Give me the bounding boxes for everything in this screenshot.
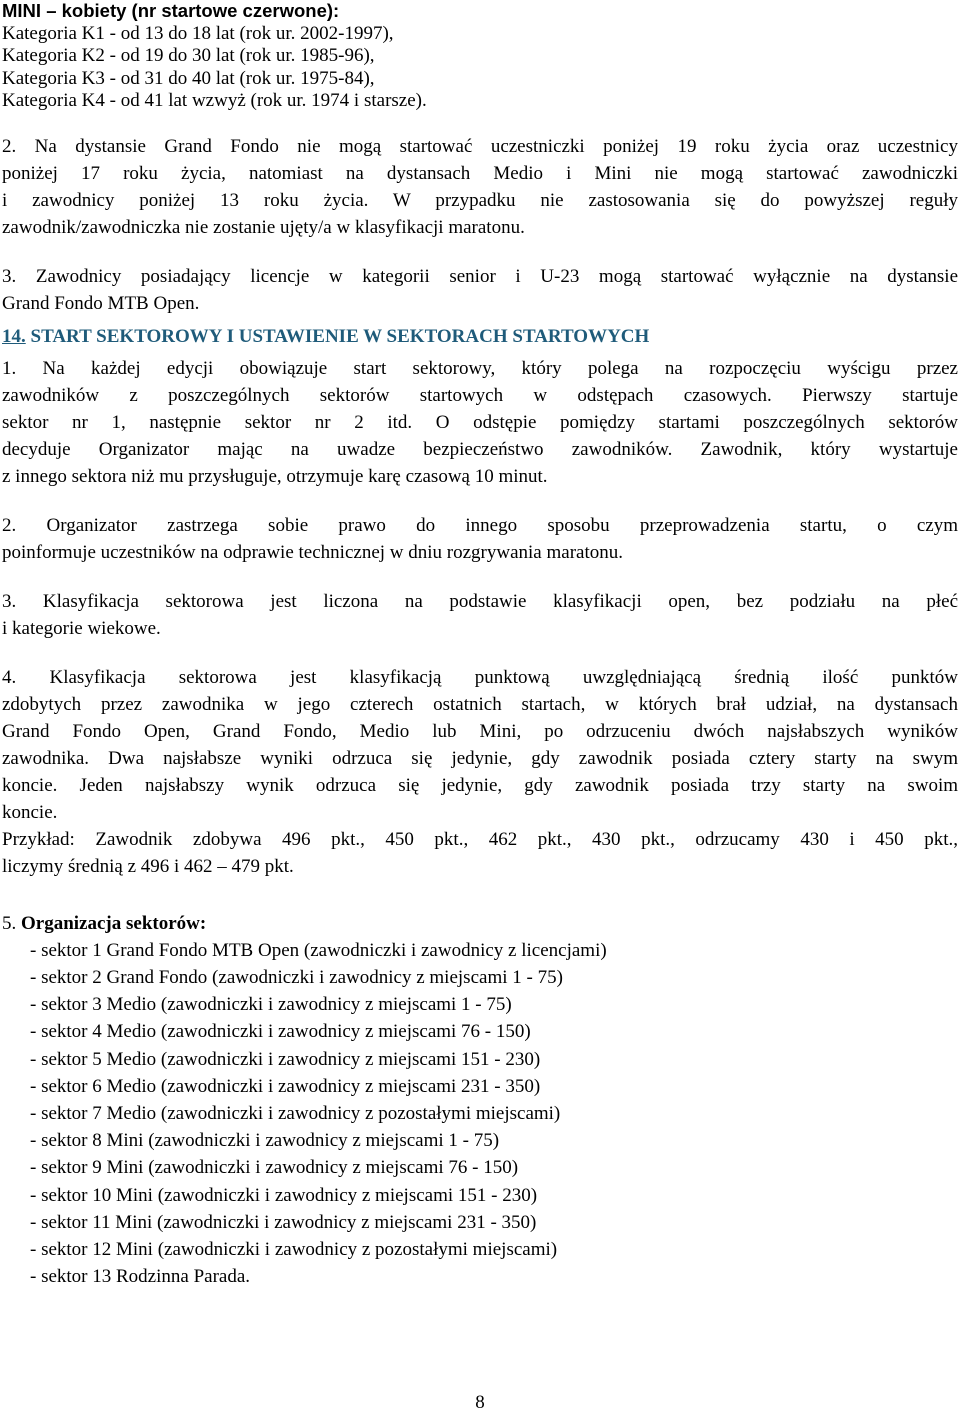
- category-line: Kategoria K2 - od 19 do 30 lat (rok ur. 1985-96),: [2, 45, 375, 66]
- paragraph-line: 3. Zawodnicy posiadający licencje w kategorii senior i U-23 mogą startować wyłącznie na dystansie: [2, 265, 958, 287]
- paragraph-line: koncie. Jeden najsłabszy wynik odrzuca się jedynie, gdy zawodnik posiada trzy starty na swoim: [2, 774, 958, 796]
- section-number: 14.: [2, 325, 26, 347]
- document-page: [2, 0, 958, 1290]
- paragraph-line: sektor nr 1, następnie sektor nr 2 itd. O odstępie pomiędzy startami poszczególnych sektorów: [2, 411, 958, 433]
- paragraph-line: zawodnik/zawodniczka nie zostanie ujęty/a w klasyfikacji maratonu.: [2, 216, 525, 238]
- category-line: Kategoria K1 - od 13 do 18 lat (rok ur. 2002-1997),: [2, 22, 394, 44]
- paragraph-line: poinformuje uczestników na odprawie technicznej w dniu rozgrywania maratonu.: [2, 541, 623, 563]
- paragraph-line: 1. Na każdej edycji obowiązuje start sektorowy, który polega na rozpoczęciu wyścigu przez: [2, 357, 958, 379]
- rule-3-paragraph: [2, 263, 958, 317]
- sector-item: - sektor 10 Mini (zawodniczki i zawodnicy z miejscami 151 - 230): [30, 1184, 538, 1206]
- paragraph-line: z innego sektora niż mu przysługuje, otrzymuje karę czasową 10 minut.: [2, 465, 548, 487]
- sector-item: - sektor 11 Mini (zawodniczki i zawodnicy z miejscami 231 - 350): [30, 1211, 537, 1233]
- paragraph-line: i zawodnicy poniżej 13 roku życia. W przypadku nie zastosowania się do powyższej reguły: [2, 189, 958, 211]
- paragraph-line: liczymy średnią z 496 i 462 – 479 pkt.: [2, 855, 294, 877]
- sector-item: - sektor 6 Medio (zawodniczki i zawodnicy z miejscami 231 - 350): [30, 1075, 541, 1097]
- sector-item: - sektor 13 Rodzinna Parada.: [30, 1266, 251, 1288]
- sector-item: - sektor 1 Grand Fondo MTB Open (zawodniczki i zawodnicy z licencjami): [30, 939, 607, 961]
- sector-item: - sektor 3 Medio (zawodniczki i zawodnicy z miejscami 1 - 75): [30, 994, 512, 1016]
- sector-item: - sektor 4 Medio (zawodniczki i zawodnicy z miejscami 76 - 150): [30, 1021, 531, 1043]
- paragraph-line: zawodników z poszczególnych sektorów startowych w odstępach czasowych. Pierwszy startuje: [2, 384, 958, 406]
- mini-women-heading: MINI – kobiety (nr startowe czerwone):: [2, 0, 340, 21]
- sector-item: - sektor 9 Mini (zawodniczki i zawodnicy z miejscami 76 - 150): [30, 1157, 519, 1179]
- paragraph-line: Przykład: Zawodnik zdobywa 496 pkt., 450 pkt., 462 pkt., 430 pkt., odrzucamy 430 i 450 pkt.,: [2, 828, 958, 850]
- section-14-heading: [2, 325, 958, 349]
- paragraph-line: 2. Organizator zastrzega sobie prawo do innego sposobu przeprowadzenia startu, o czym: [2, 514, 958, 536]
- item-number: 5.: [2, 912, 21, 934]
- rule-2-paragraph: [2, 133, 958, 241]
- item-title: Organizacja sektorów:: [21, 912, 207, 934]
- category-line: Kategoria K3 - od 31 do 40 lat (rok ur. 1975-84),: [2, 67, 375, 89]
- paragraph-line: poniżej 17 roku życia, natomiast na dystansach Medio i Mini nie mogą startować zawodniczki: [2, 162, 958, 184]
- paragraph-line: i kategorie wiekowe.: [2, 617, 161, 639]
- paragraph-line: 3. Klasyfikacja sektorowa jest liczona na podstawie klasyfikacji open, bez podziału na płeć: [2, 590, 958, 612]
- paragraph-line: koncie.: [2, 801, 58, 823]
- sector-item: - sektor 7 Medio (zawodniczki i zawodnicy z pozostałymi miejscami): [30, 1102, 561, 1124]
- section-14-paragraph-3: [2, 588, 958, 642]
- page-number: 8: [475, 1392, 485, 1413]
- paragraph-line: Grand Fondo MTB Open.: [2, 292, 200, 314]
- paragraph-line: 2. Na dystansie Grand Fondo nie mogą startować uczestniczki poniżej 19 roku życia oraz uczestnicy: [2, 135, 958, 157]
- paragraph-line: decyduje Organizator mając na uwadze bezpieczeństwo zawodników. Zawodnik, który wystartuje: [2, 438, 958, 460]
- section-14-paragraph-1: [2, 355, 958, 490]
- mini-women-block: [2, 0, 958, 113]
- paragraph-line: 4. Klasyfikacja sektorowa jest klasyfikacją punktową uwzględniającą średnią ilość punktów: [2, 666, 958, 688]
- sector-item: - sektor 2 Grand Fondo (zawodniczki i zawodnicy z miejscami 1 - 75): [30, 966, 563, 988]
- category-line: Kategoria K4 - od 41 lat wzwyż (rok ur. 1974 i starsze).: [2, 90, 427, 111]
- section-title: START SEKTOROWY I USTAWIENIE W SEKTORACH STARTOWYCH: [25, 325, 650, 347]
- sector-list: [2, 937, 958, 1291]
- paragraph-line: zawodnika. Dwa najsłabsze wyniki odrzuca się jedynie, gdy zawodnik posiada cztery starty na swym: [2, 747, 958, 769]
- section-14-paragraph-4: [2, 664, 958, 880]
- sector-organization-heading: [2, 910, 958, 937]
- sector-item: - sektor 5 Medio (zawodniczki i zawodnicy z miejscami 151 - 230): [30, 1048, 541, 1070]
- sector-item: - sektor 12 Mini (zawodniczki i zawodnicy z pozostałymi miejscami): [30, 1238, 558, 1260]
- sector-item: - sektor 8 Mini (zawodniczki i zawodnicy z miejscami 1 - 75): [30, 1130, 500, 1152]
- section-14-paragraph-5: [2, 910, 958, 1291]
- paragraph-line: Grand Fondo Open, Grand Fondo, Medio lub Mini, po odrzuceniu dwóch najsłabszych wyników: [2, 720, 958, 742]
- section-14-paragraph-2: [2, 512, 958, 566]
- paragraph-line: zdobytych przez zawodnika w jego czterech ostatnich startach, w których brał udział, na dystansach: [2, 693, 958, 715]
